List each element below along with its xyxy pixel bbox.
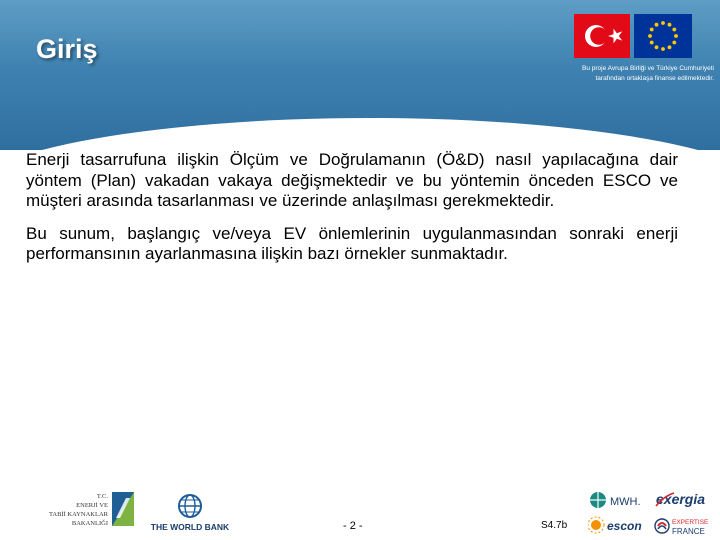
body-paragraph-2: Bu sunum, başlangıç ve/veya EV önlemlerinin uygulanmasından sonraki enerji performansının ayarlanmasına ilişkin bazı örnekler sunmaktadır. <box>26 223 678 263</box>
funding-line-2: tarafından ortaklaşa finanse edilmektedir. <box>595 75 714 82</box>
ministry-logo-line-3: TABİİ KAYNAKLAR <box>48 511 108 518</box>
funding-note <box>520 64 714 84</box>
turkey-flag-icon <box>574 14 630 58</box>
escon-logo <box>588 514 648 536</box>
exergia-logo <box>654 488 710 510</box>
footer <box>0 480 720 540</box>
mwh-logo <box>588 490 652 510</box>
flags <box>574 14 692 58</box>
slide-content <box>26 150 678 265</box>
body-paragraph-1: Enerji tasarrufuna ilişkin Ölçüm ve Doğrulamanın (Ö&D) nasıl yapılacağına dair yöntem (Plan) vakadan vakaya değişmektedir ve bu yöntemin önceden ESCO ve müşteri arasında tasarlanması ve üzerinde anlaşılması gerekmektedir. <box>26 150 678 210</box>
globe-icon <box>179 495 201 517</box>
expertise-france-emblem-icon <box>655 519 669 533</box>
funding-line-1: Bu proje Avrupa Birliği ve Türkiye Cumhuriyeti <box>582 65 714 72</box>
ministry-logo-line-1: T.C. <box>96 493 108 500</box>
expertise-france-logo <box>654 514 710 538</box>
world-bank-logo-text: THE WORLD BANK <box>150 522 230 532</box>
slide-code: S4.7b <box>541 520 568 531</box>
escon-logo-text: escon <box>607 519 642 533</box>
world-bank-logo <box>148 488 238 534</box>
ministry-logo-line-4: BAKANLIĞI <box>71 520 108 527</box>
expertise-france-line-2: FRANCE <box>672 527 705 536</box>
escon-sun-icon <box>588 517 604 533</box>
ministry-logo <box>30 488 138 534</box>
mwh-globe-icon <box>590 492 606 508</box>
eu-flag-icon <box>634 14 692 58</box>
page-number: - 2 - <box>343 520 363 532</box>
mwh-logo-text: MWH. <box>610 496 641 508</box>
page-title: Giriş <box>36 34 98 64</box>
expertise-france-line-1: EXPERTISE <box>672 519 709 526</box>
exergia-logo-text: exergia <box>656 491 706 507</box>
ministry-logo-line-2: ENERJİ VE <box>76 502 108 509</box>
header-band <box>0 0 720 150</box>
